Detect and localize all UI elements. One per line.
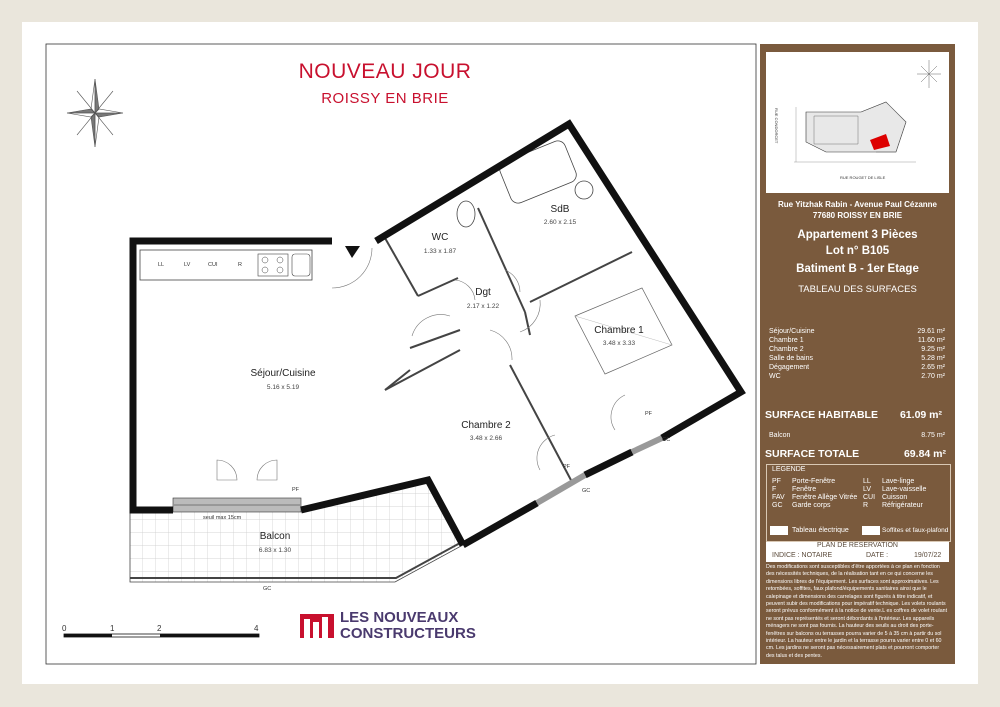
scale-tick: 1: [110, 624, 115, 633]
mark-gc: GC: [263, 586, 272, 592]
apartment-building: Batiment B - 1er Etage: [796, 263, 919, 275]
balcony-floor: [130, 478, 463, 582]
legend-code: R: [863, 502, 869, 509]
mark-r: R: [238, 262, 242, 268]
reservation-indice: INDICE : NOTAIRE: [772, 552, 833, 559]
legend-soffites: Soffites et faux-plafond: [882, 527, 949, 534]
site-plan: [766, 52, 949, 193]
legend-code: F: [772, 486, 777, 493]
scale-tick: 2: [157, 624, 162, 633]
door-swings: [217, 248, 625, 480]
room-dims-sejour: 5.16 x 5.19: [266, 384, 300, 391]
surface-value: 5.28 m²: [921, 355, 945, 362]
legend-code: FAV: [772, 494, 785, 501]
surface-row: [769, 373, 945, 380]
surface-value: 2.70 m²: [921, 373, 945, 380]
surface-habitable: [765, 409, 946, 421]
room-dims-wc: 1.33 x 1.87: [423, 248, 457, 255]
legend-code: CUI: [863, 494, 876, 501]
brand-subtitle: ROISSY EN BRIE: [321, 90, 449, 107]
mark-gc: GC: [582, 488, 591, 494]
disclaimer-text: Des modifications sont susceptibles d'être apportées à ce plan en fonction des nécessités techniques, de la réalisation tant en ce qui concerne les dimensions libres de l'équipement. Les surfaces sont approximatives. Les retombées, soffites, faux plafond/équipements sanitaires ainsi que le calepinage et dimensions des carrelages sont figurés à titre indicatif, et peuvent subir des modifications pour impératif technique. Les volets roulants seront prévus conformément à la notice de vente.L es coffres de volet roulant ne sont pas représentés et seront débordants à l'intérieur. Les appareils ménagers ne sont pas fournis. La hauteur des seuils au droit des porte-fenêtres sur balcons ou terrasses pourra varier de 5 à 35 cm à partir du sol intérieur. La hauteur entre le jardin et la terrasse pourra varier entre 0 et 60 cm. Les jardins ne seront pas nécessairement plats et pourront comporter des talus et des pentes.: [766, 564, 948, 659]
surface-totale-label: SURFACE TOTALE: [765, 448, 860, 460]
site-plan-map: [766, 52, 949, 193]
address-line-2: 77680 ROISSY EN BRIE: [812, 211, 903, 220]
scale-tick: 0: [62, 624, 67, 633]
developer-line-2: CONSTRUCTEURS: [340, 625, 476, 642]
room-dims-balcon: 6.83 x 1.30: [258, 547, 292, 554]
surface-value: 9.25 m²: [921, 346, 945, 353]
legend-label: Fenêtre: [792, 486, 817, 493]
balcon-row: [769, 432, 945, 439]
legend-label: Lave-linge: [882, 478, 915, 485]
surface-value: 29.61 m²: [917, 328, 945, 335]
room-dims-chambre-1: 3.48 x 3.33: [602, 340, 636, 347]
room-label-wc: WC: [431, 232, 449, 243]
legend-label: Cuisson: [882, 494, 908, 501]
mark-lv: LV: [184, 262, 191, 268]
legend-label: Fenêtre Allège Vitrée: [792, 494, 858, 501]
legend-label: Réfrigérateur: [882, 502, 923, 509]
bathtub-icon: [497, 138, 578, 205]
electric-panel-icon: [770, 526, 788, 535]
mark-pf: PF: [645, 411, 653, 417]
reservation-box: [766, 542, 949, 562]
surface-row: [769, 346, 945, 353]
mark-ll: LL: [158, 262, 165, 268]
mark-pf: PF: [292, 487, 300, 493]
room-label-sdb: SdB: [550, 204, 570, 215]
surface-row: [769, 328, 945, 335]
legend-tableau: Tableau électrique: [792, 527, 849, 534]
washbasin-icon: [575, 181, 593, 199]
mark-cui: CUI: [208, 262, 218, 268]
surface-table-title: TABLEAU DES SURFACES: [798, 284, 917, 295]
reservation-date: 19/07/22: [914, 552, 942, 559]
surface-habitable-label: SURFACE HABITABLE: [765, 409, 878, 421]
surface-row: [769, 355, 945, 362]
site-compass-icon: [917, 60, 941, 88]
balcon-value: 8.75 m²: [921, 432, 945, 439]
compass-rose-icon: [67, 79, 123, 147]
room-dims-chambre-2: 3.48 x 2.66: [469, 435, 503, 442]
reservation-date-label: DATE :: [866, 552, 889, 559]
street-rouget: RUE ROUGET DE LISLE: [840, 175, 886, 180]
room-label-sejour: Séjour/Cuisine: [250, 368, 316, 379]
room-label-chambre-1: Chambre 1: [594, 325, 644, 336]
room-dims-sdb: 2.60 x 2.15: [543, 219, 577, 226]
scale-bar: [64, 634, 259, 637]
developer-line-1: LES NOUVEAUX: [340, 609, 459, 626]
apartment-lot: Lot n° B105: [825, 245, 890, 257]
legend-code: GC: [772, 502, 783, 509]
surface-label: Séjour/Cuisine: [769, 328, 815, 335]
scale-tick: 4: [254, 624, 259, 633]
legend-label: Lave-vaisselle: [882, 486, 927, 493]
surface-habitable-value: 61.09 m²: [899, 409, 942, 421]
room-label-dgt: Dgt: [475, 287, 491, 298]
address-line-1: Rue Yitzhak Rabin - Avenue Paul Cézanne: [778, 200, 937, 209]
surface-label: Chambre 1: [769, 337, 804, 344]
entrance-marker-icon: [345, 246, 360, 258]
street-condorcet: RUE CONDORCET: [774, 108, 779, 144]
balcon-label: Balcon: [769, 432, 791, 439]
reservation-title: PLAN DE RESERVATION: [817, 542, 898, 549]
surface-value: 11.60 m²: [917, 337, 945, 344]
soffit-icon: [862, 526, 880, 535]
legend-label: Garde corps: [792, 502, 831, 509]
legend-title: LEGENDE: [772, 466, 806, 473]
developer-logo-icon: [300, 614, 334, 638]
surface-label: Dégagement: [769, 364, 810, 371]
room-dims-dgt: 2.17 x 1.22: [466, 303, 500, 310]
surface-value: 2.65 m²: [921, 364, 945, 371]
developer-name: [340, 610, 476, 642]
room-label-chambre-2: Chambre 2: [461, 420, 511, 431]
mark-gc: GC: [662, 437, 671, 443]
toilet-icon: [457, 201, 475, 227]
room-label-balcon: Balcon: [259, 531, 291, 542]
mark-seuil: seuil max 15cm: [203, 515, 242, 521]
surface-row: [769, 337, 945, 344]
surface-row: [769, 364, 945, 371]
brand-title: NOUVEAU JOUR: [298, 60, 472, 83]
kitchen-counter: [140, 250, 312, 280]
surface-label: WC: [769, 373, 781, 380]
legend-code: LV: [863, 486, 872, 493]
legend-label: Porte-Fenêtre: [792, 478, 836, 485]
surface-totale: [765, 448, 946, 460]
legend-code: LL: [863, 478, 871, 485]
apartment-type: Appartement 3 Pièces: [797, 229, 918, 241]
surface-totale-value: 69.84 m²: [903, 448, 946, 460]
surface-label: Salle de bains: [769, 355, 813, 362]
mark-pf: PF: [563, 464, 571, 470]
surface-label: Chambre 2: [769, 346, 804, 353]
legend-code: PF: [772, 478, 781, 485]
